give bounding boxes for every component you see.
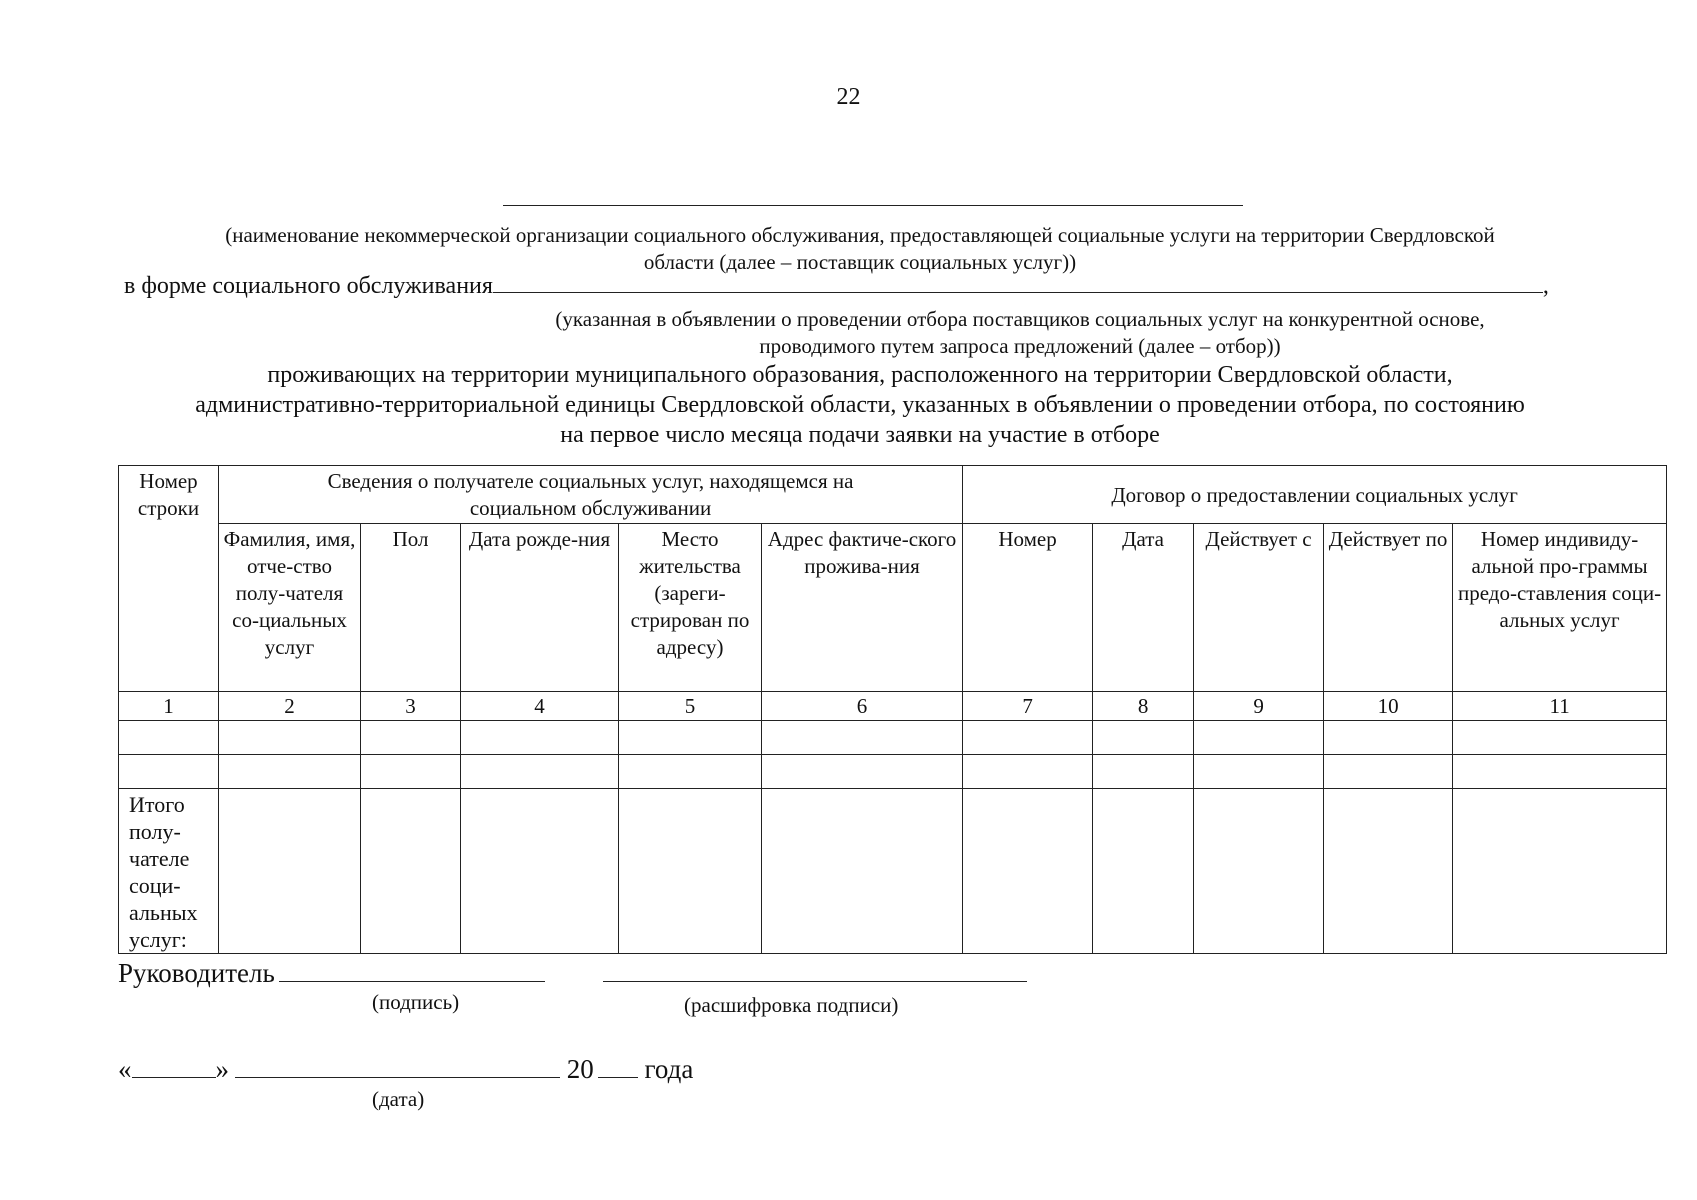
signature-line: [118, 958, 1027, 989]
org-caption-line-2: области (далее – поставщик социальных услуг)): [643, 250, 1077, 274]
body-line-1: проживающих на территории муниципального образования, расположенного на территории Свердловской области,: [267, 362, 1453, 388]
table-row: [119, 721, 1667, 755]
table-row: [119, 755, 1667, 789]
org-name-caption: [110, 222, 1610, 276]
service-form-suffix: ,: [1542, 273, 1549, 299]
col-header-program-number: Номер индивиду-альной про-граммы предо-ставления соци-альных услуг: [1453, 524, 1667, 692]
col-header-valid-from: Действует с: [1194, 524, 1324, 692]
col-number-6: 6: [762, 692, 963, 721]
org-caption-line-1: (наименование некоммерческой организации социального обслуживания, предоставляющей социальные услуги на территории Свердловской: [225, 223, 1495, 247]
service-form-blank: [493, 272, 1543, 293]
col-number-4: 4: [461, 692, 619, 721]
selection-caption-line-2: проводимого путем запроса предложений (далее – отбор)): [759, 334, 1281, 358]
col-header-valid-to: Действует по: [1324, 524, 1453, 692]
col-number-10: 10: [1324, 692, 1453, 721]
selection-caption-line-1: (указанная в объявлении о проведении отбора поставщиков социальных услуг на конкурентной основе,: [555, 307, 1485, 331]
org-name-blank: [503, 205, 1243, 206]
total-label: Итого полу-чателе соци-альных услуг:: [119, 789, 219, 954]
page-number: 22: [836, 84, 861, 110]
date-line: [118, 1054, 693, 1085]
col-number-9: 9: [1194, 692, 1324, 721]
recipient-group-header: Сведения о получателе социальных услуг, находящемся на социальном обслуживании: [219, 466, 963, 524]
recipients-table: [118, 465, 1667, 954]
head-label: Руководитель: [118, 958, 275, 988]
day-blank: [132, 1055, 216, 1078]
service-form-prefix: в форме социального обслуживания: [124, 273, 493, 299]
year-blank: [598, 1055, 638, 1078]
body-line-2: административно-территориальной единицы Свердловской области, указанных в объявлении о проведении отбора, по состоянию: [195, 392, 1525, 418]
col-number-11: 11: [1453, 692, 1667, 721]
col-number-8: 8: [1093, 692, 1194, 721]
date-open-quote: «: [118, 1054, 132, 1084]
row-number-header: Номер строки: [119, 466, 219, 692]
col-number-2: 2: [219, 692, 361, 721]
date-close-quote: »: [215, 1054, 229, 1084]
signature-blank: [279, 959, 545, 982]
year-suffix: года: [644, 1054, 694, 1084]
body-line-3: на первое число месяца подачи заявки на участие в отборе: [560, 422, 1160, 448]
month-blank: [235, 1055, 560, 1078]
service-form-line: [124, 272, 1549, 300]
col-number-1: 1: [119, 692, 219, 721]
signature-decode-caption: (расшифровка подписи): [684, 993, 899, 1017]
year-prefix: 20: [566, 1054, 594, 1084]
col-header-contract-date: Дата: [1093, 524, 1194, 692]
col-header-residence: Место жительства (зареги-стрирован по адресу): [619, 524, 762, 692]
body-text: [110, 360, 1610, 450]
col-number-7: 7: [963, 692, 1093, 721]
signature-decode-blank: [603, 959, 1027, 982]
col-header-fio: Фамилия, имя, отче-ство полу-чателя со-циальных услуг: [219, 524, 361, 692]
col-header-contract-number: Номер: [963, 524, 1093, 692]
col-header-actual-address: Адрес фактиче-ского прожива-ния: [762, 524, 963, 692]
date-caption: (дата): [372, 1087, 425, 1111]
selection-caption: [440, 306, 1600, 360]
total-row: [119, 789, 1667, 954]
col-header-sex: Пол: [361, 524, 461, 692]
col-number-5: 5: [619, 692, 762, 721]
col-number-3: 3: [361, 692, 461, 721]
signature-caption: (подпись): [372, 990, 460, 1014]
contract-group-header: Договор о предоставлении социальных услуг: [963, 466, 1667, 524]
col-header-birth-date: Дата рожде-ния: [461, 524, 619, 692]
